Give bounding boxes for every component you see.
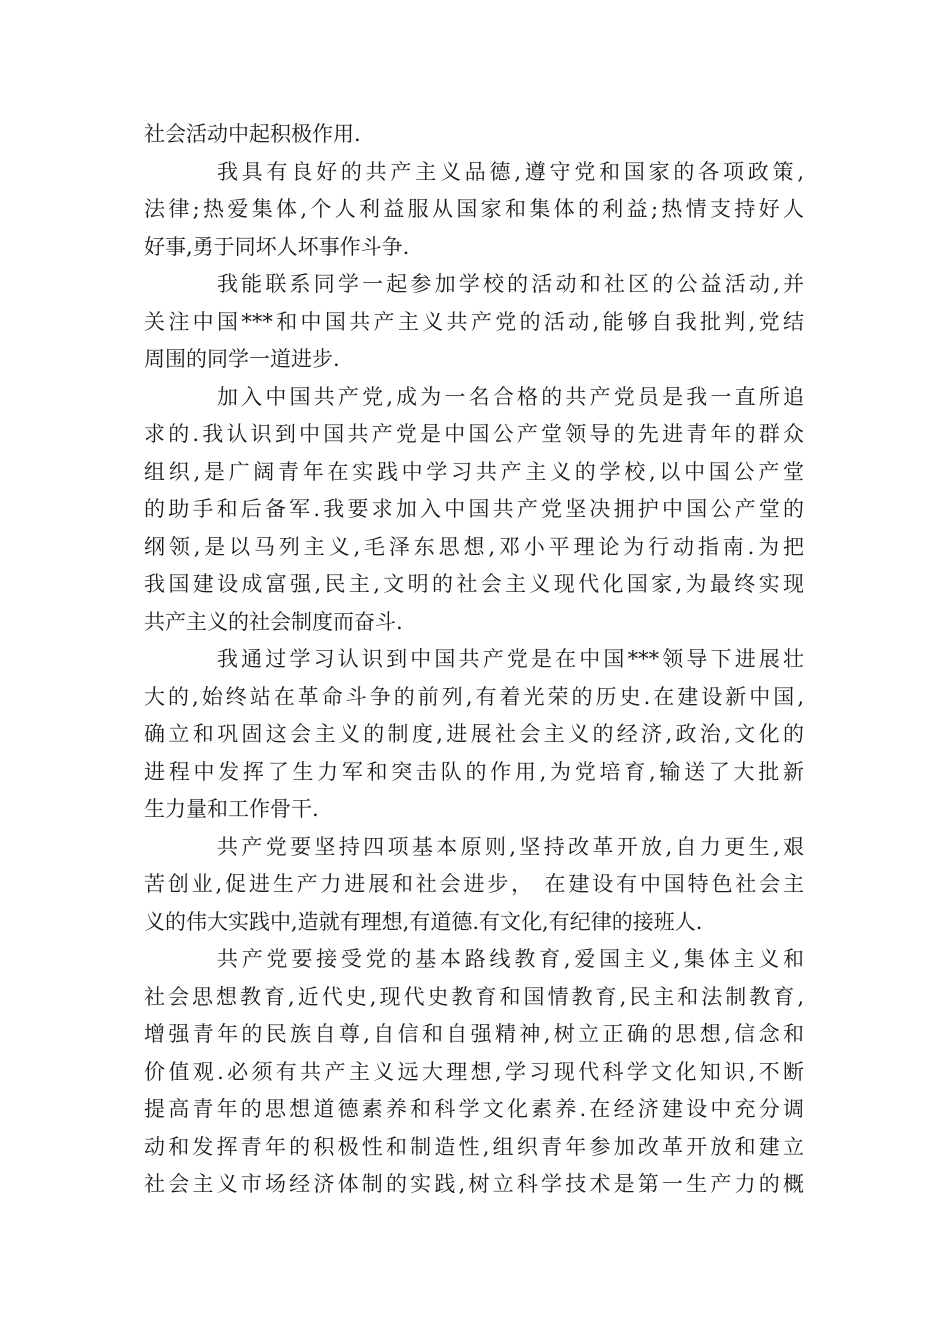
text-line: 共产党要坚持四项基本原则,坚持改革开放,自力更生,艰 xyxy=(217,834,804,859)
text-line: 义的伟大实践中,造就有理想,有道德.有文化,有纪律的接班人. xyxy=(144,909,703,934)
text-line: 组织,是广阔青年在实践中学习共产主义的学校,以中国公产堂 xyxy=(144,459,804,484)
text-line: 纲领,是以马列主义,毛泽东思想,邓小平理论为行动指南.为把 xyxy=(144,534,804,559)
text-line: 关注中国***和中国共产主义共产党的活动,能够自我批判,党结 xyxy=(144,309,804,334)
text-line: 求的.我认识到中国共产党是中国公产堂领导的先进青年的群众 xyxy=(144,422,804,446)
text-line: 社会主义市场经济体制的实践,树立科学技术是第一生产力的概 xyxy=(144,1172,804,1196)
text-line: 增强青年的民族自尊,自信和自强精神,树立正确的思想,信念和 xyxy=(144,1022,804,1046)
text-line: 我能联系同学一起参加学校的活动和社区的公益活动,并 xyxy=(217,272,804,296)
text-line: 的助手和后备军.我要求加入中国共产党坚决拥护中国公产堂的 xyxy=(144,497,804,521)
text-line: 进程中发挥了生力军和突击队的作用,为党培育,输送了大批新 xyxy=(144,759,804,784)
text-line: 共产党要接受党的基本路线教育,爱国主义,集体主义和 xyxy=(217,947,804,971)
text-line: 共产主义的社会制度而奋斗. xyxy=(144,609,403,634)
text-line: 好事,勇于同坏人坏事作斗争. xyxy=(144,234,410,259)
text-line: 我国建设成富强,民主,文明的社会主义现代化国家,为最终实现 xyxy=(144,572,804,596)
text-line: 确立和巩固这会主义的制度,进展社会主义的经济,政治,文化的 xyxy=(144,722,804,746)
text-line: 动和发挥青年的积极性和制造性,组织青年参加改革开放和建立 xyxy=(144,1134,804,1159)
text-line: 提高青年的思想道德素养和科学文化素养.在经济建设中充分调 xyxy=(144,1097,804,1121)
text-line: 我具有良好的共产主义品德,遵守党和国家的各项政策, xyxy=(217,159,804,184)
text-line: 生力量和工作骨干. xyxy=(144,797,319,821)
text-line: 加入中国共产党,成为一名合格的共产党员是我一直所追 xyxy=(217,384,804,409)
text-line: 大的,始终站在革命斗争的前列,有着光荣的历史.在建设新中国, xyxy=(144,684,804,709)
text-line: 社会思想教育,近代史,现代史教育和国情教育,民主和法制教育, xyxy=(144,984,804,1009)
text-line: 价值观.必须有共产主义远大理想,学习现代科学文化知识,不断 xyxy=(144,1059,804,1084)
text-line: 周围的同学一道进步. xyxy=(144,347,340,371)
text-line: 法律;热爱集体,个人利益服从国家和集体的利益;热情支持好人 xyxy=(144,197,804,221)
document-body xyxy=(144,116,804,1204)
text-line: 苦创业,促进生产力进展和社会进步， 在建设有中国特色社会主 xyxy=(144,872,804,896)
text-line: 我通过学习认识到中国共产党是在中国***领导下进展壮 xyxy=(217,647,804,671)
text-line: 社会活动中起积极作用. xyxy=(144,122,361,146)
